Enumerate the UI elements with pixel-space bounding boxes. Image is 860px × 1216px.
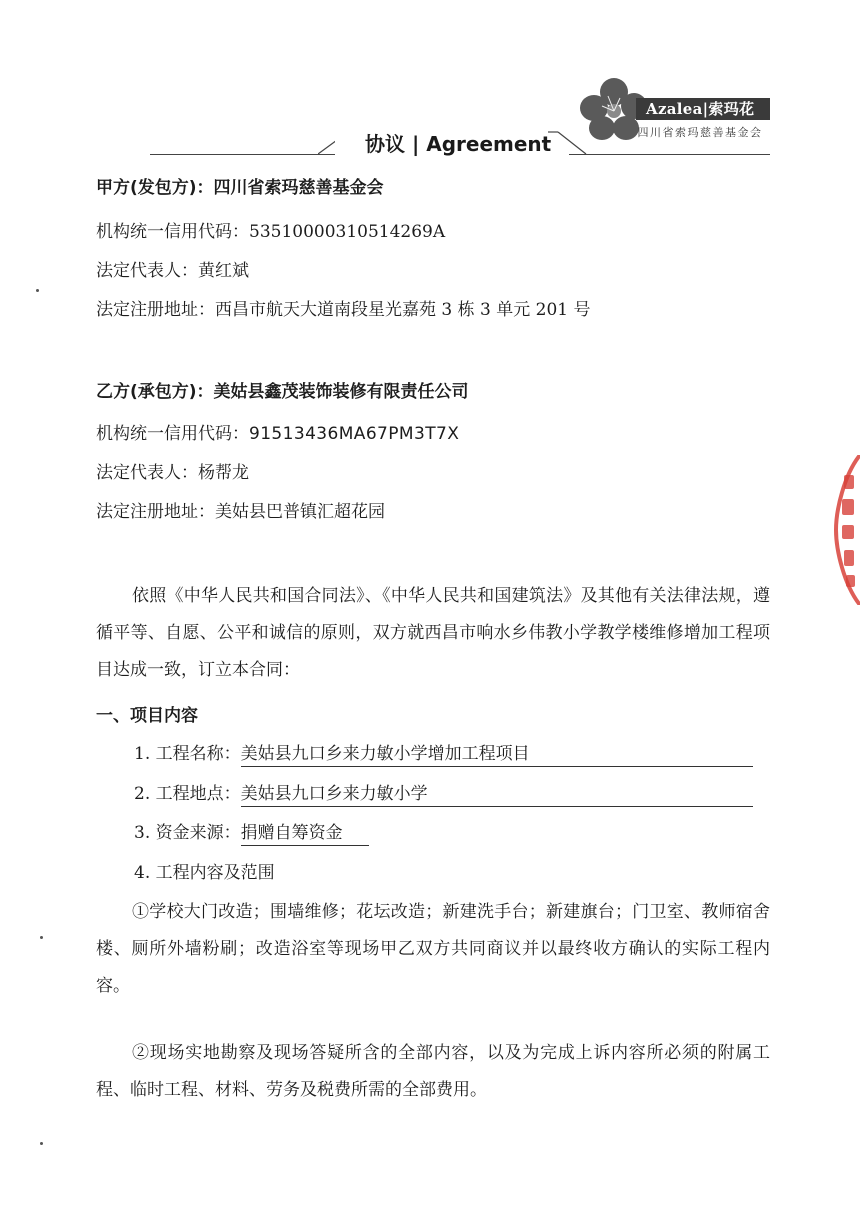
- party-b-legal-rep: 法定代表人：杨帮龙: [96, 463, 249, 483]
- item-value: 美姑县九口乡来力敏小学: [241, 782, 753, 807]
- party-b-credit-code-value: 91513436MA67PM3T7X: [249, 424, 460, 444]
- scan-speck: [40, 1142, 43, 1145]
- logo-brand: Azalea|索玛花: [636, 98, 770, 120]
- preamble-paragraph: 依照《中华人民共和国合同法》、《中华人民共和国建筑法》及其他有关法律法规，遵循平等、自愿、公平和诚信的原则，双方就西昌市响水乡伟教小学教学楼维修增加工程项目达成一致，订立本合同：: [96, 586, 770, 680]
- scope-paragraph-2: ②现场实地勘察及现场答疑所含的全部内容，以及为完成上诉内容所必须的附属工程、临时工程、材料、劳务及税费所需的全部费用。: [96, 1043, 770, 1100]
- section-heading: 一、项目内容: [96, 706, 198, 726]
- item-label: 2. 工程地点：: [134, 784, 241, 804]
- scope-paragraph-1: ①学校大门改造；围墙维修；花坛改造；新建洗手台；新建旗台；门卫室、教师宿舍楼、厕所外墙粉刷；改造浴室等现场甲乙双方共同商议并以最终收方确认的实际工程内容。: [96, 902, 770, 996]
- item-label: 1. 工程名称：: [134, 744, 241, 764]
- item-fund-source: [134, 821, 369, 846]
- party-b-credit-code-label: 机构统一信用代码：: [96, 424, 249, 444]
- party-a-label: 甲方(发包方)：四川省索玛慈善基金会: [96, 178, 384, 198]
- item-label: 3. 资金来源：: [134, 823, 241, 843]
- page-title: 协议 | Agreement: [335, 130, 569, 158]
- party-b-label: 乙方(承包方)：美姑县鑫茂装饰装修有限责任公司: [96, 382, 469, 402]
- item-project-name: [134, 742, 753, 767]
- scan-speck: [40, 936, 43, 939]
- party-b-credit-code: [96, 422, 459, 446]
- header-slant-right: [548, 130, 588, 156]
- party-a-address: 法定注册地址：西昌市航天大道南段星光嘉苑 3 栋 3 单元 201 号: [96, 300, 591, 320]
- party-a-legal-rep: 法定代表人：黄红斌: [96, 261, 249, 281]
- seal-stamp-fragment: [824, 455, 860, 605]
- scan-speck: [36, 289, 39, 292]
- item-value: 捐赠自筹资金: [241, 821, 369, 846]
- party-b-address: 法定注册地址：美姑县巴普镇汇超花园: [96, 502, 385, 522]
- logo-org-name: 四川省索玛慈善基金会: [637, 126, 763, 139]
- item-scope-heading: 4. 工程内容及范围: [134, 863, 275, 883]
- party-a-credit-code: 机构统一信用代码：53510000310514269A: [96, 222, 446, 242]
- item-project-location: [134, 782, 753, 807]
- item-value: 美姑县九口乡来力敏小学增加工程项目: [241, 742, 753, 767]
